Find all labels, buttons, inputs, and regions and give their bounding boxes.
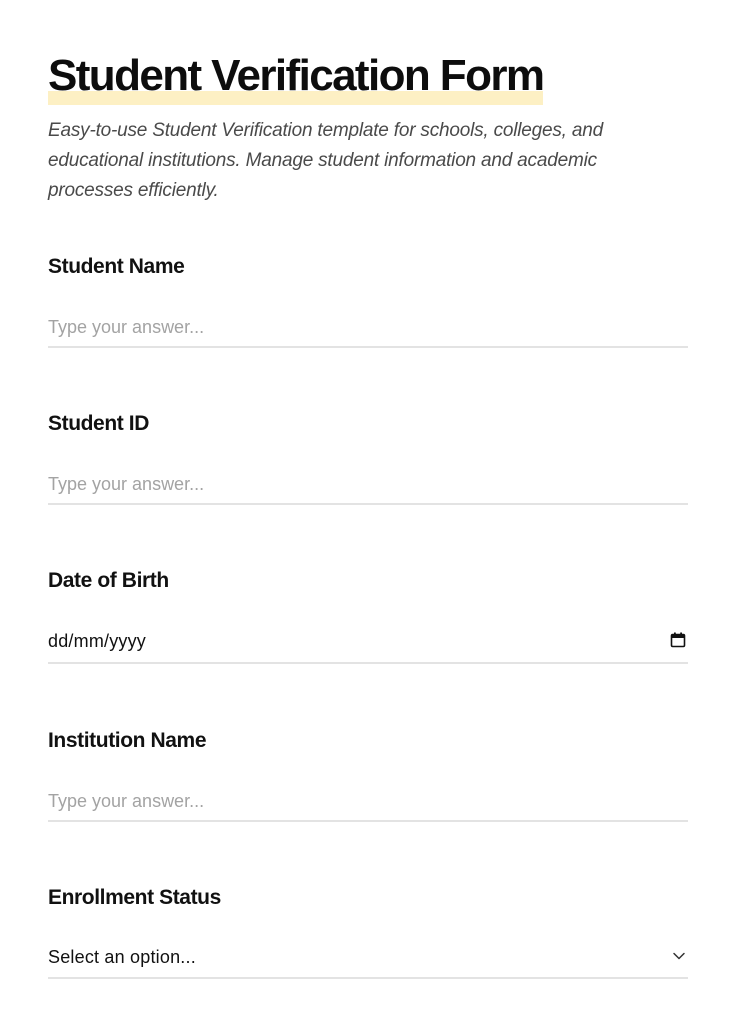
date-of-birth-input[interactable] <box>48 624 688 664</box>
calendar-icon[interactable] <box>670 632 686 648</box>
student-id-control <box>48 465 688 505</box>
student-name-input[interactable] <box>48 308 688 346</box>
student-name-control <box>48 308 688 348</box>
date-of-birth-value: dd/mm/yyyy <box>48 631 147 651</box>
form-description: Easy-to-use Student Verification template for schools, colleges, and educational institutions. Manage student information and academic processes efficiently. <box>48 120 603 201</box>
institution-name-input[interactable] <box>48 782 688 820</box>
field-date-of-birth <box>48 568 688 651</box>
enrollment-status-selected: Select an option... <box>48 947 196 967</box>
field-student-name <box>48 254 688 280</box>
enrollment-status-select[interactable] <box>48 939 688 979</box>
student-id-label: Student ID <box>48 412 149 435</box>
student-id-input[interactable] <box>48 465 688 503</box>
enrollment-status-label: Enrollment Status <box>48 886 221 909</box>
date-of-birth-label: Date of Birth <box>48 569 169 592</box>
chevron-down-icon <box>672 949 686 963</box>
institution-name-label: Institution Name <box>48 729 207 752</box>
institution-name-control <box>48 782 688 822</box>
student-name-label: Student Name <box>48 255 185 278</box>
field-student-id <box>48 411 688 437</box>
page-title: Student Verification Form <box>48 51 544 100</box>
field-enrollment-status <box>48 885 688 967</box>
field-institution-name <box>48 728 688 754</box>
title-block <box>48 50 543 102</box>
